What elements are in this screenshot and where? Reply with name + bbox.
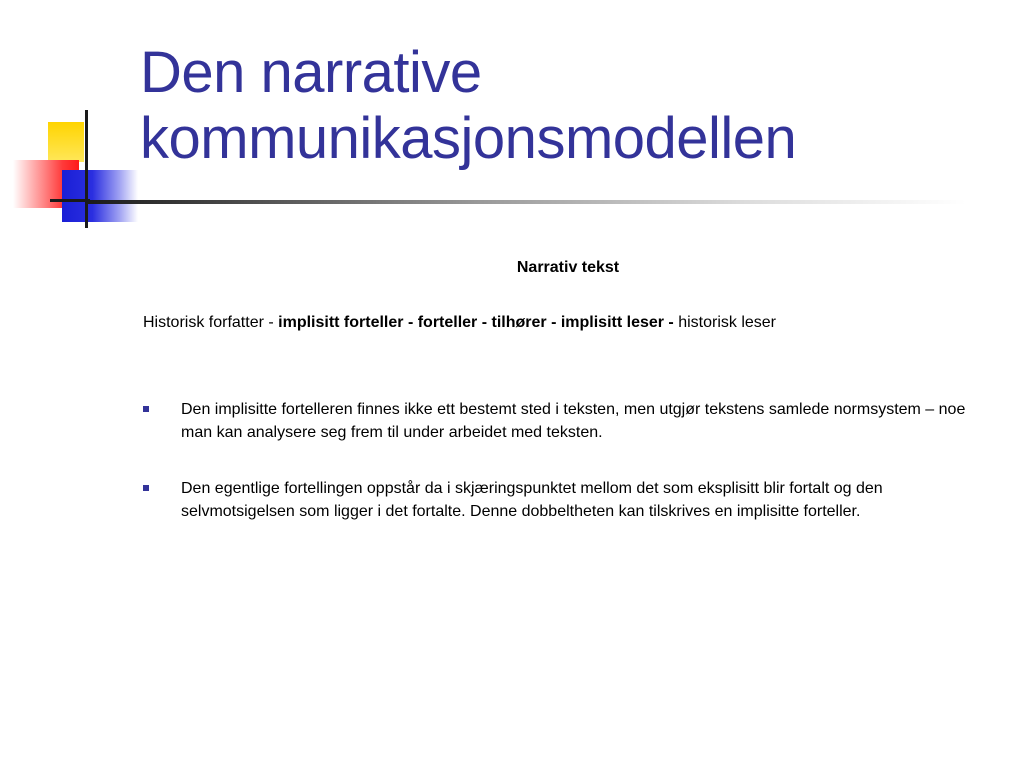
chain-prefix: Historisk forfatter -	[143, 314, 279, 331]
list-item	[142, 477, 972, 523]
slide-title: Den narrative kommunikasjonsmodellen	[140, 40, 797, 171]
square-bullet-icon	[143, 485, 149, 491]
decorative-logo-graphic	[0, 0, 150, 240]
title-divider	[86, 200, 966, 204]
vertical-line-decoration	[85, 110, 88, 228]
chain-suffix: historisk leser	[678, 314, 777, 331]
bullet-text: Den egentlige fortellingen oppstår da i skjæringspunktet mellom det som eksplisitt blir fortalt og den selvmotsigelsen som ligger i det fortalte. Denne dobbeltheten kan tilskrives en implisitte forteller.	[181, 480, 883, 520]
square-bullet-icon	[143, 406, 149, 412]
subheading: Narrativ tekst	[516, 259, 620, 276]
list-item	[142, 398, 972, 444]
bullet-list	[142, 398, 972, 556]
chain-bold: implisitt forteller - forteller - tilhører - implisitt leser -	[278, 314, 679, 331]
horizontal-line-decoration	[50, 199, 90, 202]
yellow-square-decoration	[48, 122, 84, 162]
communication-chain	[143, 313, 1003, 333]
blue-gradient-decoration	[62, 170, 138, 222]
bullet-text: Den implisitte fortelleren finnes ikke ett bestemt sted i teksten, men utgjør tekstens samlede normsystem – noe man kan analysere seg frem til under arbeidet med teksten.	[181, 401, 966, 441]
